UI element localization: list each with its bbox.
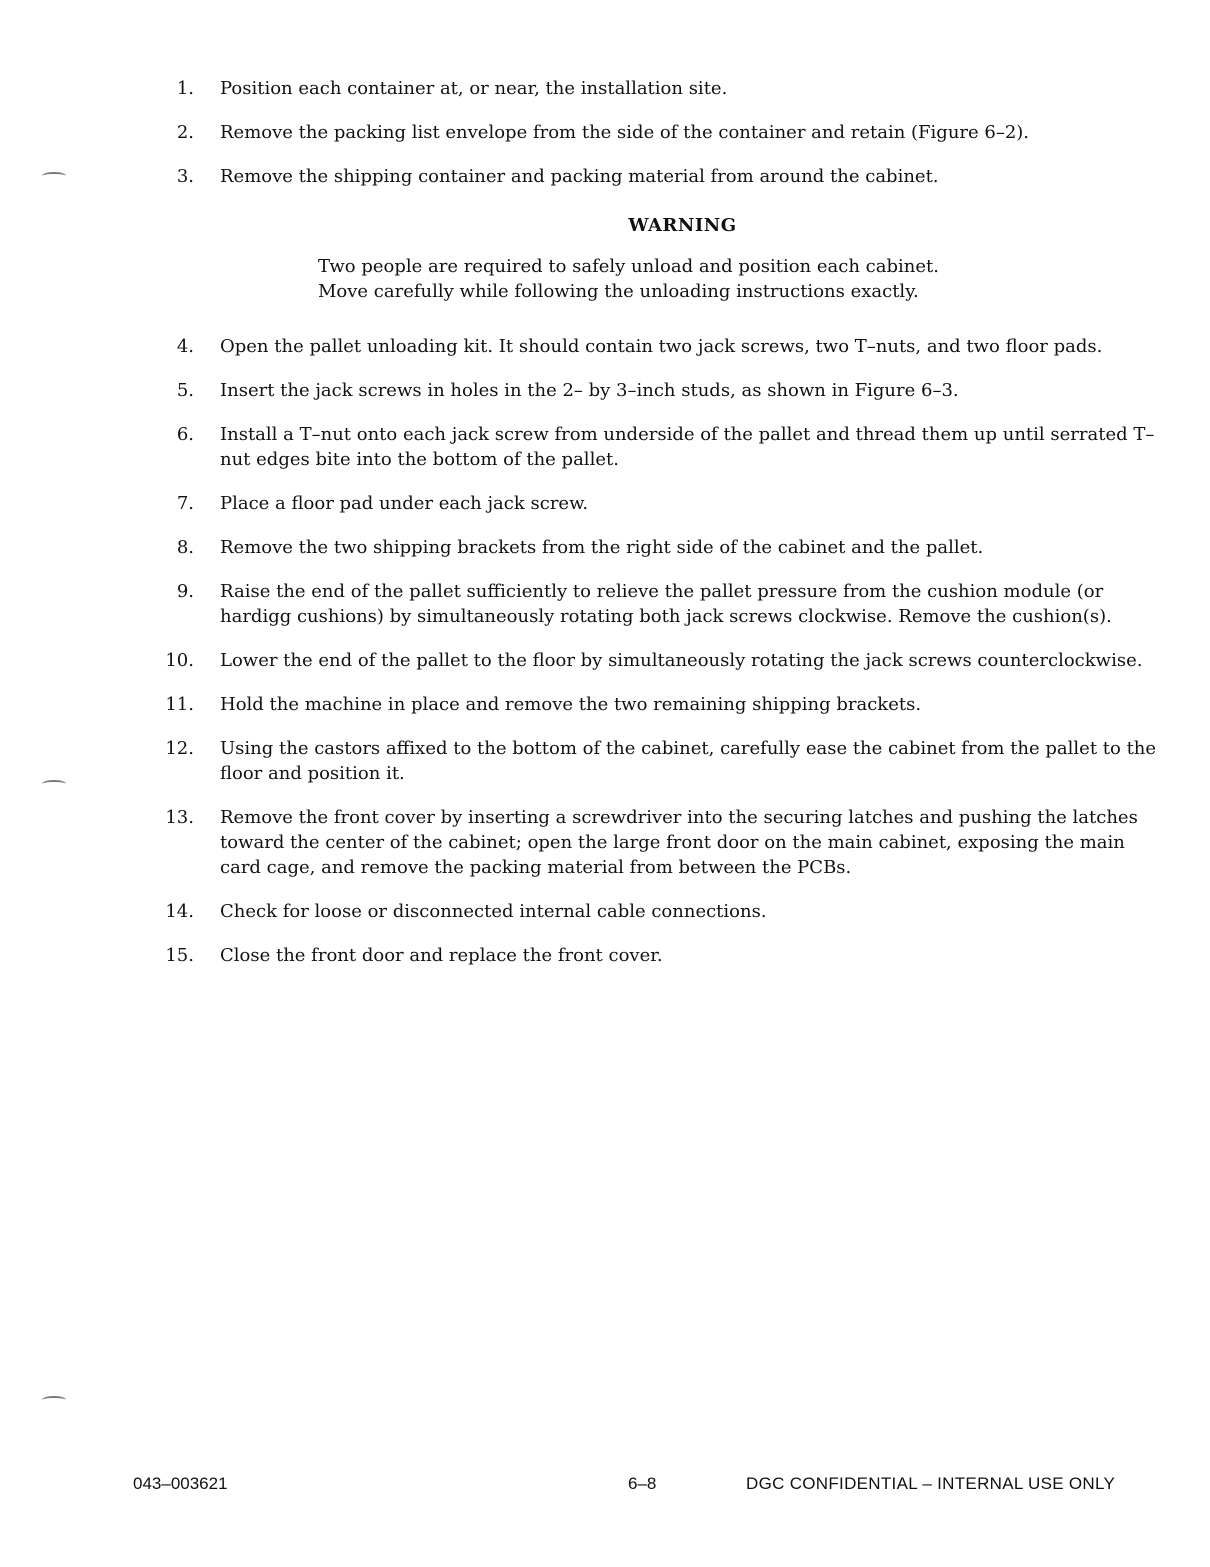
warning-line: Two people are required to safely unload and position each cabinet. <box>318 256 939 277</box>
step-number: 3. <box>176 166 194 187</box>
step-text: Remove the packing list envelope from the side of the container and retain (Figure 6–2). <box>220 122 1030 143</box>
step-10 <box>160 648 1165 673</box>
step-text: Using the castors affixed to the bottom of the cabinet, carefully ease the cabinet from the pallet to the floor and position it. <box>220 738 1157 784</box>
step-1 <box>160 76 1165 101</box>
step-number: 11. <box>165 694 194 715</box>
step-text: Remove the front cover by inserting a screwdriver into the securing latches and pushing the latches toward the center of the cabinet; open the large front door on the main cabinet, exposing the main card cage, and remove the packing material from between the PCBs. <box>220 807 1138 878</box>
step-text: Remove the two shipping brackets from the right side of the cabinet and the pallet. <box>220 537 984 558</box>
page-number: 6–8 <box>628 1474 657 1493</box>
step-4 <box>160 334 1165 359</box>
step-text: Position each container at, or near, the installation site. <box>220 78 728 99</box>
step-9 <box>160 579 1165 629</box>
step-12 <box>160 736 1165 786</box>
step-6 <box>160 422 1165 472</box>
scan-mark <box>42 172 66 180</box>
step-number: 10. <box>165 650 194 671</box>
scan-mark <box>42 780 66 788</box>
step-8 <box>160 535 1165 560</box>
step-number: 6. <box>176 424 194 445</box>
step-text: Lower the end of the pallet to the floor by simultaneously rotating the jack screws counterclockwise. <box>220 650 1143 671</box>
step-text: Check for loose or disconnected internal cable connections. <box>220 901 767 922</box>
step-5 <box>160 378 1165 403</box>
step-number: 1. <box>176 78 194 99</box>
warning-line: Move carefully while following the unloading instructions exactly. <box>318 281 919 302</box>
step-number: 14. <box>165 901 194 922</box>
confidentiality-notice: DGC CONFIDENTIAL – INTERNAL USE ONLY <box>746 1474 1116 1493</box>
page-footer <box>0 1474 1210 1498</box>
step-number: 5. <box>176 380 194 401</box>
warning-text <box>318 254 1165 304</box>
step-number: 8. <box>176 537 194 558</box>
step-3 <box>160 164 1165 189</box>
procedure-steps <box>160 76 1165 987</box>
step-number: 9. <box>176 581 194 602</box>
step-text: Insert the jack screws in holes in the 2– by 3–inch studs, as shown in Figure 6–3. <box>220 380 959 401</box>
step-text: Install a T–nut onto each jack screw from underside of the pallet and thread them up until serrated T–nut edges bite into the bottom of the pallet. <box>220 424 1155 470</box>
warning-title: WARNING <box>628 215 737 236</box>
step-text: Remove the shipping container and packing material from around the cabinet. <box>220 166 939 187</box>
step-14 <box>160 899 1165 924</box>
step-number: 12. <box>165 738 194 759</box>
step-13 <box>160 805 1165 880</box>
step-number: 4. <box>176 336 194 357</box>
step-15 <box>160 943 1165 968</box>
step-2 <box>160 120 1165 145</box>
warning-block <box>160 215 1165 304</box>
document-number: 043–003621 <box>133 1474 228 1493</box>
step-number: 2. <box>176 122 194 143</box>
step-number: 7. <box>176 493 194 514</box>
step-number: 15. <box>165 945 194 966</box>
step-text: Raise the end of the pallet sufficiently to relieve the pallet pressure from the cushion module (or hardigg cushions) by simultaneously rotating both jack screws clockwise. Remove the cushion(s). <box>220 581 1112 627</box>
step-7 <box>160 491 1165 516</box>
step-text: Place a floor pad under each jack screw. <box>220 493 589 514</box>
step-text: Open the pallet unloading kit. It should contain two jack screws, two T–nuts, and two floor pads. <box>220 336 1103 357</box>
step-text: Close the front door and replace the front cover. <box>220 945 663 966</box>
step-number: 13. <box>165 807 194 828</box>
step-11 <box>160 692 1165 717</box>
step-text: Hold the machine in place and remove the two remaining shipping brackets. <box>220 694 922 715</box>
scan-mark <box>42 1396 66 1404</box>
